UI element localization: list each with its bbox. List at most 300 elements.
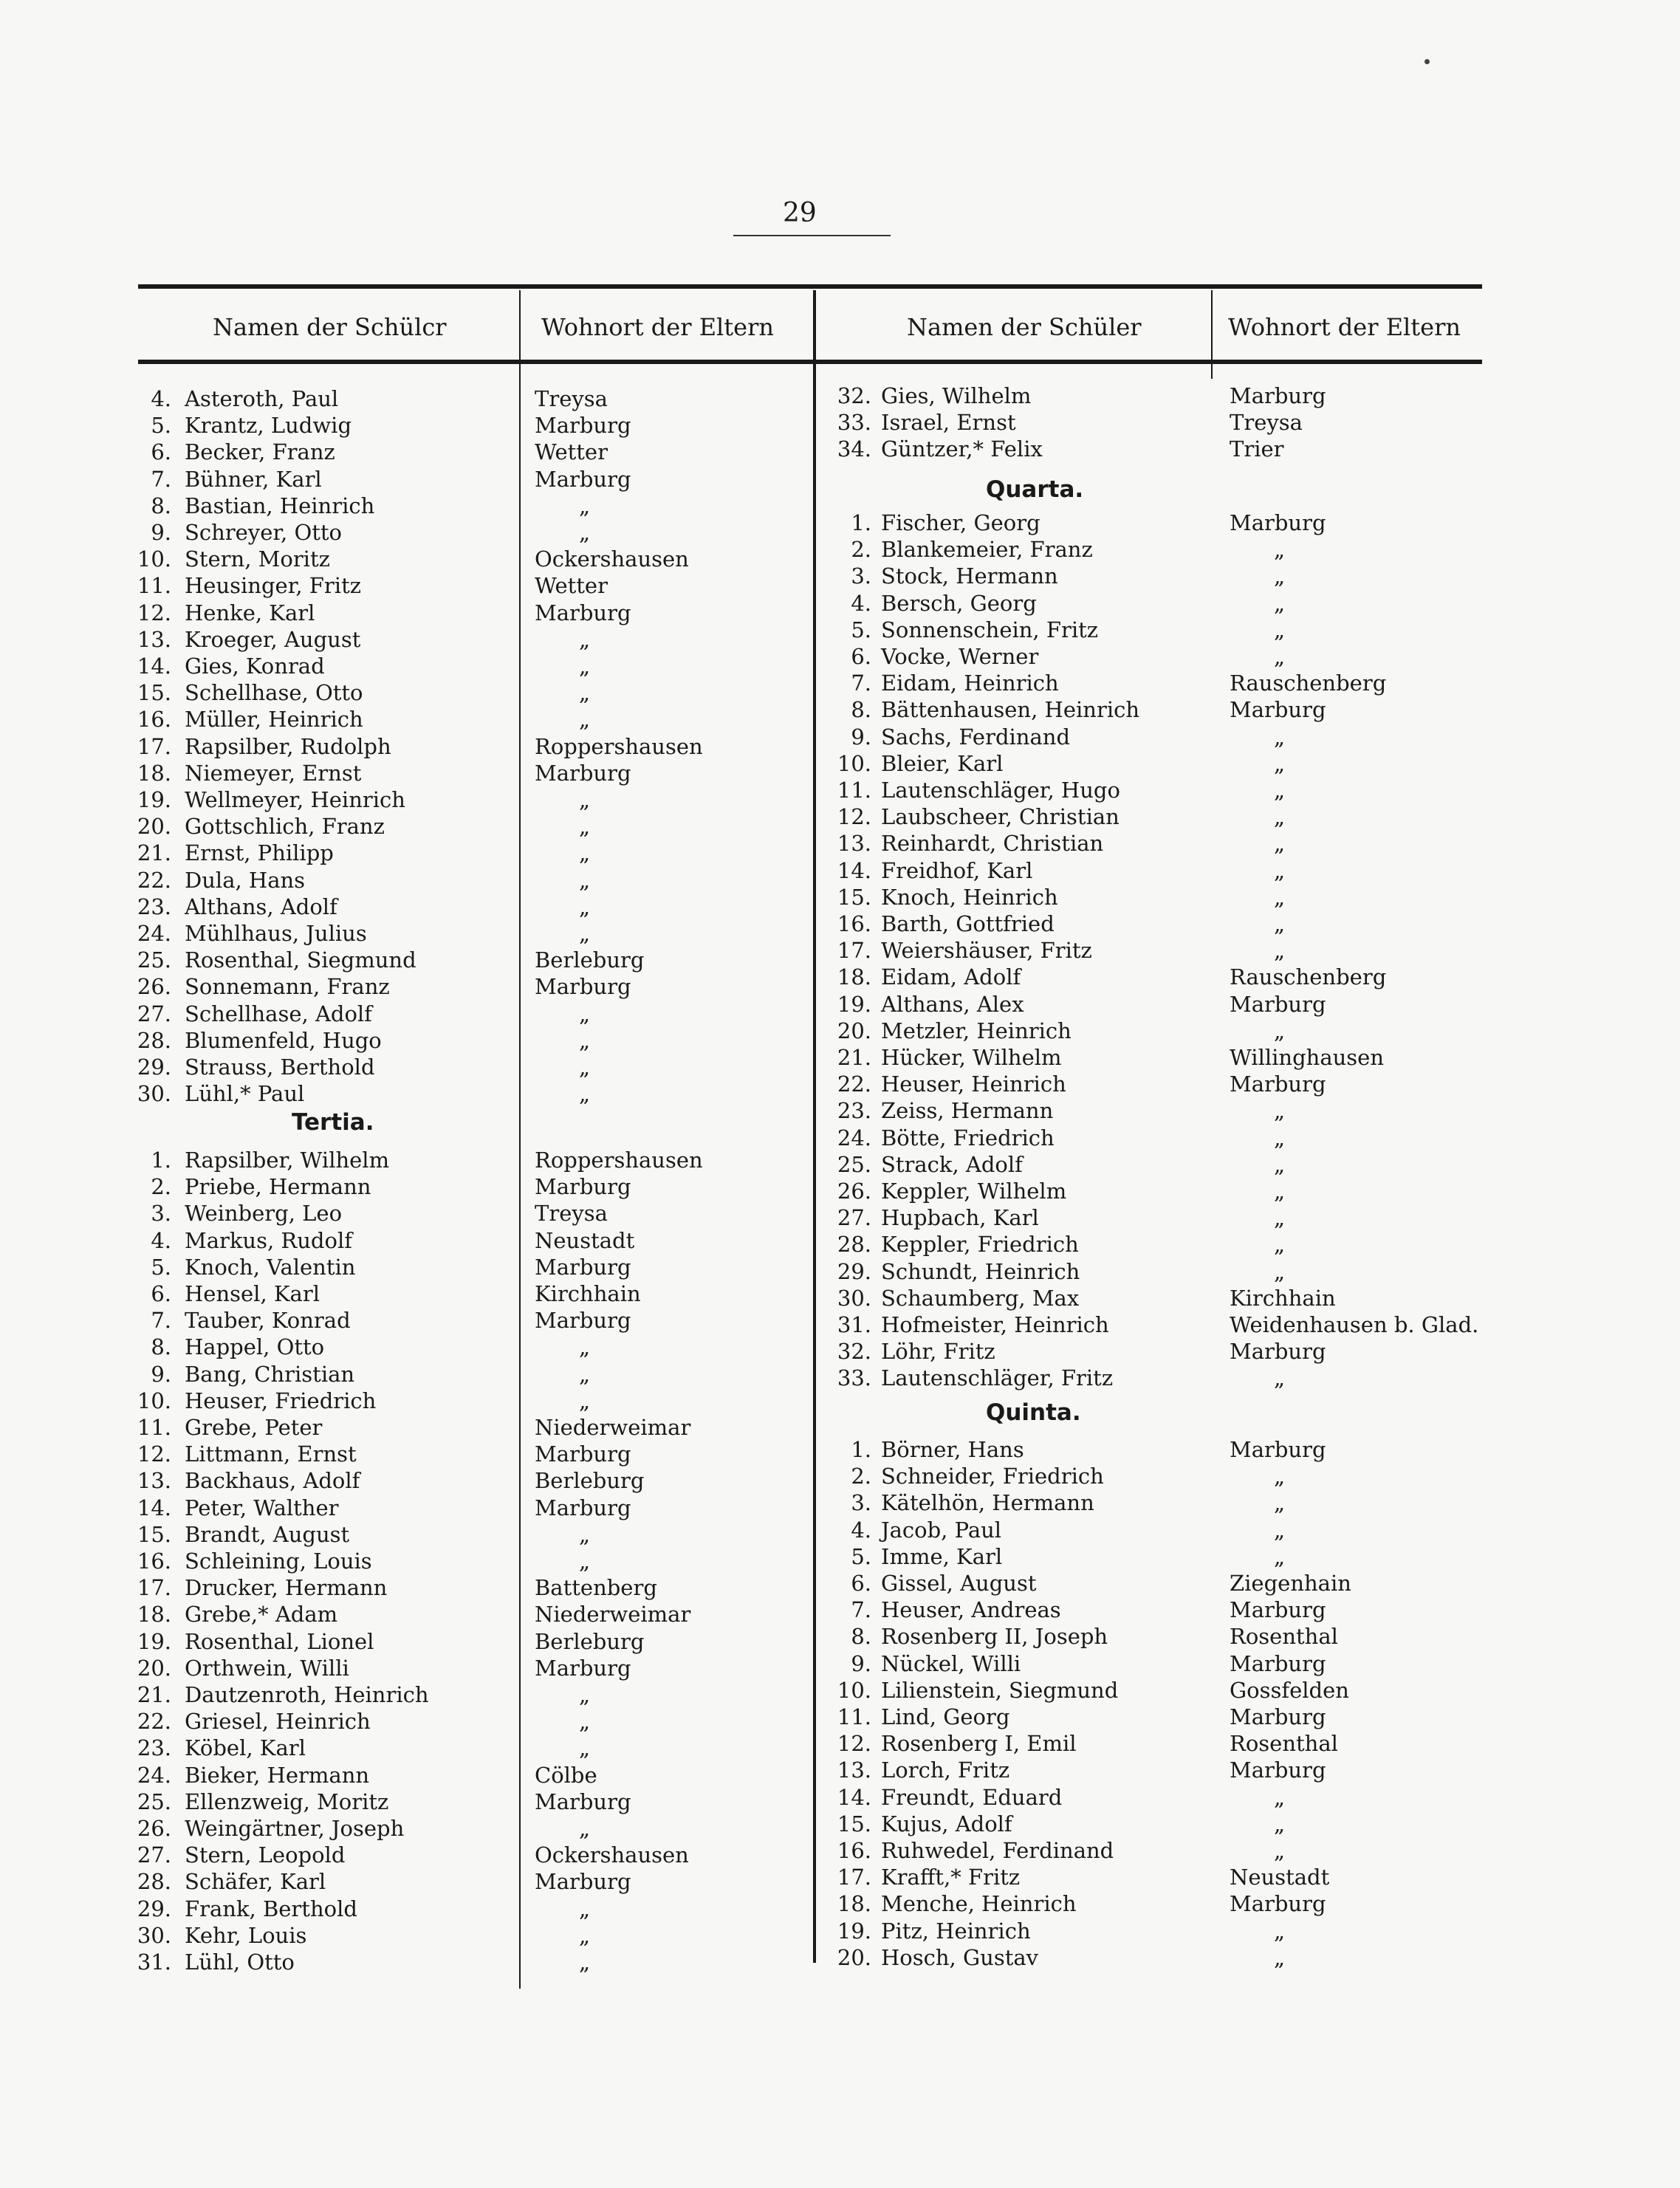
row-number: 9.	[851, 1650, 871, 1676]
ditto-mark: „	[579, 867, 591, 893]
ditto-mark: „	[1274, 778, 1286, 803]
row-number: 21.	[137, 840, 171, 866]
row-number: 24.	[837, 1125, 871, 1150]
student-name: Laubscheer, Christian	[881, 804, 1120, 830]
section-title-quinta: Quinta.	[986, 1399, 1081, 1426]
student-name: Ernst, Philipp	[185, 840, 334, 866]
row-number: 31.	[137, 1949, 171, 1975]
parent-residence: Marburg	[1230, 1704, 1326, 1729]
ditto-mark: „	[579, 1816, 591, 1841]
student-name: Strack, Adolf	[881, 1151, 1023, 1177]
student-name: Heusinger, Fritz	[185, 573, 361, 599]
student-name: Reinhardt, Christian	[881, 831, 1104, 857]
ditto-mark: „	[1274, 644, 1286, 669]
row-number: 12.	[137, 1441, 171, 1467]
ditto-mark: „	[579, 1949, 591, 1975]
row-number: 21.	[837, 1045, 871, 1070]
row-number: 9.	[151, 520, 171, 545]
row-number: 16.	[837, 1838, 871, 1863]
ditto-mark: „	[1274, 1365, 1286, 1391]
row-number: 19.	[137, 787, 171, 812]
row-number: 18.	[837, 1891, 871, 1917]
student-name: Lühl,* Paul	[185, 1081, 305, 1107]
parent-residence: Marburg	[1230, 510, 1326, 535]
student-name: Rosenthal, Lionel	[185, 1628, 374, 1654]
row-number: 23.	[137, 894, 171, 919]
student-name: Keppler, Friedrich	[881, 1232, 1079, 1258]
parent-residence: Gossfelden	[1230, 1677, 1349, 1703]
student-name: Schreyer, Otto	[185, 520, 343, 545]
student-name: Löhr, Fritz	[881, 1339, 995, 1365]
student-name: Tauber, Konrad	[185, 1308, 351, 1334]
row-number: 27.	[137, 1842, 171, 1868]
student-name: Krantz, Ludwig	[185, 413, 352, 439]
row-number: 26.	[837, 1179, 871, 1204]
student-name: Stern, Moritz	[185, 546, 330, 572]
student-name: Güntzer,* Felix	[881, 436, 1043, 462]
ditto-mark: „	[579, 814, 591, 840]
row-number: 23.	[137, 1735, 171, 1761]
student-name: Althans, Adolf	[185, 894, 337, 919]
ditto-mark: „	[579, 1334, 591, 1360]
row-number: 16.	[837, 911, 871, 936]
student-name: Heuser, Heinrich	[881, 1071, 1066, 1097]
row-number: 18.	[837, 964, 871, 990]
student-name: Backhaus, Adolf	[185, 1468, 360, 1494]
parent-residence: Marburg	[1230, 991, 1326, 1017]
parent-residence: Marburg	[535, 1441, 631, 1467]
column-divider-center	[813, 290, 816, 1963]
row-number: 8.	[151, 1334, 171, 1360]
student-name: Heuser, Friedrich	[185, 1388, 377, 1413]
student-name: Henke, Karl	[185, 600, 315, 625]
ditto-mark: „	[1274, 804, 1286, 830]
ditto-mark: „	[1274, 1543, 1286, 1569]
student-name: Weinberg, Leo	[185, 1201, 343, 1227]
student-name: Bastian, Heinrich	[185, 493, 375, 518]
row-number: 29.	[137, 1896, 171, 1921]
section-title-tertia: Tertia.	[292, 1109, 374, 1136]
ditto-mark: „	[579, 626, 591, 652]
student-name: Rosenberg II, Joseph	[881, 1624, 1108, 1650]
row-number: 29.	[137, 1054, 171, 1080]
row-number: 21.	[137, 1682, 171, 1707]
parent-residence: Rauschenberg	[1230, 671, 1387, 696]
ditto-mark: „	[1274, 617, 1286, 642]
ditto-mark: „	[1274, 750, 1286, 776]
student-name: Griesel, Heinrich	[185, 1709, 371, 1735]
student-name: Kätelhön, Hermann	[881, 1490, 1094, 1516]
student-name: Bättenhausen, Heinrich	[881, 697, 1140, 723]
ditto-mark: „	[1274, 1018, 1286, 1043]
row-number: 7.	[851, 671, 871, 696]
row-number: 30.	[137, 1081, 171, 1107]
ditto-mark: „	[579, 1735, 591, 1761]
ditto-mark: „	[1274, 1784, 1286, 1810]
student-name: Bötte, Friedrich	[881, 1125, 1055, 1150]
ditto-mark: „	[579, 1001, 591, 1026]
row-number: 33.	[837, 1365, 871, 1391]
student-name: Hofmeister, Heinrich	[881, 1312, 1109, 1337]
ditto-mark: „	[579, 1549, 591, 1574]
student-name: Happel, Otto	[185, 1334, 325, 1360]
parent-residence: Marburg	[535, 1869, 631, 1895]
row-number: 4.	[851, 590, 871, 616]
parent-residence: Marburg	[535, 466, 631, 492]
student-name: Schaumberg, Max	[881, 1285, 1080, 1311]
row-number: 22.	[137, 867, 171, 893]
student-name: Peter, Walther	[185, 1495, 339, 1520]
student-name: Lorch, Fritz	[881, 1757, 1010, 1783]
parent-residence: Marburg	[535, 760, 631, 786]
parent-residence: Marburg	[1230, 1437, 1326, 1462]
parent-residence: Neustadt	[535, 1227, 635, 1253]
ditto-mark: „	[579, 787, 591, 812]
ditto-mark: „	[1274, 1918, 1286, 1944]
parent-residence: Roppershausen	[535, 733, 703, 759]
ditto-mark: „	[579, 1361, 591, 1387]
parent-residence: Marburg	[535, 1308, 631, 1334]
row-number: 12.	[837, 1731, 871, 1757]
row-number: 16.	[137, 707, 171, 733]
student-name: Rosenberg I, Emil	[881, 1731, 1077, 1757]
row-number: 16.	[137, 1549, 171, 1574]
ditto-mark: „	[579, 1027, 591, 1053]
row-number: 14.	[137, 654, 171, 679]
row-number: 25.	[137, 947, 171, 973]
ditto-mark: „	[579, 654, 591, 679]
parent-residence: Trier	[1230, 436, 1284, 462]
ditto-mark: „	[1274, 563, 1286, 589]
row-number: 5.	[151, 413, 171, 439]
ditto-mark: „	[1274, 1125, 1286, 1150]
parent-residence: Rosenthal	[1230, 1624, 1338, 1650]
ditto-mark: „	[1274, 1490, 1286, 1516]
student-name: Kehr, Louis	[185, 1922, 307, 1948]
parent-residence: Marburg	[535, 974, 631, 1000]
row-number: 7.	[851, 1597, 871, 1623]
row-number: 5.	[851, 617, 871, 642]
student-name: Krafft,* Fritz	[881, 1865, 1021, 1890]
parent-residence: Berleburg	[535, 947, 645, 973]
ditto-mark: „	[579, 680, 591, 706]
row-number: 29.	[837, 1258, 871, 1284]
student-name: Freidhof, Karl	[881, 857, 1033, 883]
row-number: 28.	[837, 1232, 871, 1258]
student-name: Strauss, Berthold	[185, 1054, 375, 1080]
row-number: 3.	[151, 1201, 171, 1227]
student-name: Sachs, Ferdinand	[881, 724, 1071, 750]
ditto-mark: „	[1274, 590, 1286, 616]
row-number: 24.	[137, 1762, 171, 1788]
parent-residence: Marburg	[1230, 383, 1326, 408]
row-number: 3.	[851, 1490, 871, 1516]
ditto-mark: „	[1274, 1464, 1286, 1489]
parent-residence: Willinghausen	[1230, 1045, 1385, 1070]
student-name: Hücker, Wilhelm	[881, 1045, 1062, 1070]
student-name: Schneider, Friedrich	[881, 1464, 1104, 1489]
row-number: 15.	[837, 1811, 871, 1837]
row-number: 14.	[837, 857, 871, 883]
row-number: 26.	[137, 1816, 171, 1841]
student-name: Zeiss, Hermann	[881, 1098, 1054, 1124]
row-number: 30.	[137, 1922, 171, 1948]
row-number: 10.	[837, 750, 871, 776]
parent-residence: Neustadt	[1230, 1865, 1330, 1890]
student-name: Kroeger, August	[185, 626, 361, 652]
parent-residence: Marburg	[535, 1174, 631, 1200]
student-name: Dautzenroth, Heinrich	[185, 1682, 429, 1707]
row-number: 12.	[837, 804, 871, 830]
student-name: Köbel, Karl	[185, 1735, 306, 1761]
row-number: 11.	[837, 1704, 871, 1729]
ditto-mark: „	[1274, 1517, 1286, 1543]
student-name: Schellhase, Otto	[185, 680, 363, 706]
row-number: 12.	[137, 600, 171, 625]
student-name: Schellhase, Adolf	[185, 1001, 372, 1026]
student-name: Vocke, Werner	[881, 644, 1039, 669]
row-number: 26.	[137, 974, 171, 1000]
page-number: 29	[783, 198, 817, 228]
row-number: 10.	[137, 546, 171, 572]
header-residence-right: Wohnort der Eltern	[1228, 313, 1461, 341]
student-name: Börner, Hans	[881, 1437, 1024, 1462]
row-number: 2.	[151, 1174, 171, 1200]
parent-residence: Niederweimar	[535, 1602, 691, 1628]
row-number: 18.	[137, 1602, 171, 1628]
row-number: 4.	[151, 386, 171, 411]
student-name: Pitz, Heinrich	[881, 1918, 1031, 1944]
student-name: Lühl, Otto	[185, 1949, 295, 1975]
parent-residence: Berleburg	[535, 1468, 645, 1494]
parent-residence: Battenberg	[535, 1575, 657, 1601]
student-name: Mühlhaus, Julius	[185, 921, 367, 946]
row-number: 28.	[137, 1869, 171, 1895]
student-name: Nückel, Willi	[881, 1650, 1021, 1676]
row-number: 13.	[137, 626, 171, 652]
ditto-mark: „	[1274, 1151, 1286, 1177]
ditto-mark: „	[579, 520, 591, 545]
column-divider-right-header	[1211, 290, 1213, 379]
parent-residence: Rauschenberg	[1230, 964, 1387, 990]
student-name: Ruhwedel, Ferdinand	[881, 1838, 1114, 1863]
row-number: 2.	[851, 537, 871, 563]
ditto-mark: „	[1274, 1811, 1286, 1837]
row-number: 4.	[851, 1517, 871, 1543]
row-number: 31.	[837, 1312, 871, 1337]
student-name: Frank, Berthold	[185, 1896, 357, 1921]
parent-residence: Marburg	[535, 1789, 631, 1814]
parent-residence: Marburg	[1230, 1071, 1326, 1097]
row-number: 17.	[137, 733, 171, 759]
ink-speck	[1424, 59, 1430, 64]
student-name: Niemeyer, Ernst	[185, 760, 362, 786]
parent-residence: Cölbe	[535, 1762, 597, 1788]
row-number: 11.	[137, 573, 171, 599]
parent-residence: Wetter	[535, 439, 608, 465]
student-name: Ellenzweig, Moritz	[185, 1789, 389, 1814]
row-number: 9.	[151, 1361, 171, 1387]
header-names-right: Namen der Schüler	[907, 313, 1142, 341]
student-name: Brandt, August	[185, 1521, 350, 1547]
student-name: Lind, Georg	[881, 1704, 1010, 1729]
row-number: 14.	[837, 1784, 871, 1810]
student-name: Sonnenschein, Fritz	[881, 617, 1099, 642]
row-number: 19.	[837, 1918, 871, 1944]
student-name: Bang, Christian	[185, 1361, 355, 1387]
ditto-mark: „	[1274, 1179, 1286, 1204]
student-name: Israel, Ernst	[881, 410, 1016, 436]
student-name: Gissel, August	[881, 1571, 1037, 1596]
row-number: 20.	[837, 1944, 871, 1970]
ditto-mark: „	[1274, 724, 1286, 750]
parent-residence: Wetter	[535, 573, 608, 599]
parent-residence: Roppershausen	[535, 1148, 703, 1173]
table-header-rule	[138, 360, 1482, 364]
parent-residence: Marburg	[535, 600, 631, 625]
student-name: Jacob, Paul	[881, 1517, 1002, 1543]
student-name: Keppler, Wilhelm	[881, 1179, 1067, 1204]
student-name: Littmann, Ernst	[185, 1441, 357, 1467]
ditto-mark: „	[579, 894, 591, 919]
row-number: 15.	[137, 1521, 171, 1547]
parent-residence: Marburg	[535, 1655, 631, 1681]
ditto-mark: „	[1274, 884, 1286, 910]
row-number: 25.	[137, 1789, 171, 1814]
student-name: Schäfer, Karl	[185, 1869, 326, 1895]
student-name: Menche, Heinrich	[881, 1891, 1077, 1917]
row-number: 4.	[151, 1227, 171, 1253]
student-name: Knoch, Heinrich	[881, 884, 1058, 910]
row-number: 22.	[137, 1709, 171, 1735]
row-number: 25.	[837, 1151, 871, 1177]
parent-residence: Marburg	[1230, 1597, 1326, 1623]
student-name: Schundt, Heinrich	[881, 1258, 1080, 1284]
ditto-mark: „	[1274, 1232, 1286, 1258]
row-number: 28.	[137, 1027, 171, 1053]
table-top-rule	[138, 284, 1482, 289]
parent-residence: Marburg	[1230, 697, 1326, 723]
row-number: 22.	[837, 1071, 871, 1097]
student-name: Barth, Gottfried	[881, 911, 1055, 936]
ditto-mark: „	[1274, 831, 1286, 857]
row-number: 1.	[851, 510, 871, 535]
student-name: Weiershäuser, Fritz	[881, 938, 1092, 964]
student-name: Stock, Hermann	[881, 563, 1058, 589]
student-name: Freundt, Eduard	[881, 1784, 1063, 1810]
row-number: 8.	[151, 493, 171, 518]
student-name: Priebe, Hermann	[185, 1174, 371, 1200]
row-number: 5.	[851, 1543, 871, 1569]
student-name: Schleining, Louis	[185, 1549, 372, 1574]
row-number: 10.	[837, 1677, 871, 1703]
parent-residence: Treysa	[1230, 410, 1303, 436]
parent-residence: Niederweimar	[535, 1415, 691, 1440]
row-number: 19.	[837, 991, 871, 1017]
student-name: Fischer, Georg	[881, 510, 1040, 535]
parent-residence: Marburg	[1230, 1339, 1326, 1365]
parent-residence: Marburg	[1230, 1757, 1326, 1783]
student-name: Gies, Wilhelm	[881, 383, 1032, 408]
ditto-mark: „	[1274, 938, 1286, 964]
ditto-mark: „	[1274, 1205, 1286, 1231]
student-name: Wellmeyer, Heinrich	[185, 787, 405, 812]
row-number: 8.	[851, 697, 871, 723]
header-residence-left: Wohnort der Eltern	[541, 313, 774, 341]
student-name: Bühner, Karl	[185, 466, 322, 492]
ditto-mark: „	[579, 1054, 591, 1080]
parent-residence: Ziegenhain	[1230, 1571, 1351, 1596]
student-name: Eidam, Adolf	[881, 964, 1021, 990]
student-name: Hupbach, Karl	[881, 1205, 1039, 1231]
row-number: 32.	[837, 1339, 871, 1365]
row-number: 15.	[837, 884, 871, 910]
row-number: 6.	[151, 1281, 171, 1306]
column-divider-left	[519, 290, 521, 1989]
student-name: Metzler, Heinrich	[881, 1018, 1072, 1043]
parent-residence: Rosenthal	[1230, 1731, 1338, 1757]
ditto-mark: „	[1274, 1258, 1286, 1284]
parent-residence: Marburg	[1230, 1891, 1326, 1917]
student-name: Bersch, Georg	[881, 590, 1037, 616]
row-number: 1.	[851, 1437, 871, 1462]
student-name: Bleier, Karl	[881, 750, 1004, 776]
row-number: 20.	[137, 1655, 171, 1681]
ditto-mark: „	[1274, 1944, 1286, 1970]
row-number: 9.	[851, 724, 871, 750]
row-number: 34.	[837, 436, 871, 462]
parent-residence: Weidenhausen b. Glad.	[1230, 1312, 1479, 1337]
student-name: Sonnemann, Franz	[185, 974, 390, 1000]
row-number: 14.	[137, 1495, 171, 1520]
page-number-rule	[733, 235, 891, 236]
ditto-mark: „	[579, 1521, 591, 1547]
row-number: 1.	[151, 1148, 171, 1173]
student-name: Becker, Franz	[185, 439, 335, 465]
row-number: 17.	[837, 1865, 871, 1890]
ditto-mark: „	[1274, 537, 1286, 563]
student-name: Dula, Hans	[185, 867, 306, 893]
row-number: 30.	[837, 1285, 871, 1311]
row-number: 7.	[151, 1308, 171, 1334]
student-name: Stern, Leopold	[185, 1842, 346, 1868]
student-name: Blumenfeld, Hugo	[185, 1027, 382, 1053]
student-name: Blankemeier, Franz	[881, 537, 1093, 563]
student-name: Müller, Heinrich	[185, 707, 363, 733]
parent-residence: Marburg	[535, 413, 631, 439]
student-name: Asteroth, Paul	[185, 386, 339, 411]
row-number: 17.	[137, 1575, 171, 1601]
parent-residence: Kirchhain	[535, 1281, 641, 1306]
student-name: Hosch, Gustav	[881, 1944, 1039, 1970]
row-number: 17.	[837, 938, 871, 964]
student-name: Knoch, Valentin	[185, 1254, 356, 1280]
ditto-mark: „	[579, 921, 591, 946]
row-number: 11.	[837, 778, 871, 803]
ditto-mark: „	[579, 1682, 591, 1707]
parent-residence: Ockershausen	[535, 1842, 689, 1868]
ditto-mark: „	[1274, 857, 1286, 883]
row-number: 13.	[137, 1468, 171, 1494]
student-name: Kujus, Adolf	[881, 1811, 1012, 1837]
parent-residence: Treysa	[535, 386, 608, 411]
parent-residence: Marburg	[535, 1495, 631, 1520]
student-name: Rapsilber, Wilhelm	[185, 1148, 390, 1173]
ditto-mark: „	[1274, 1838, 1286, 1863]
row-number: 13.	[837, 831, 871, 857]
row-number: 18.	[137, 760, 171, 786]
row-number: 3.	[851, 563, 871, 589]
